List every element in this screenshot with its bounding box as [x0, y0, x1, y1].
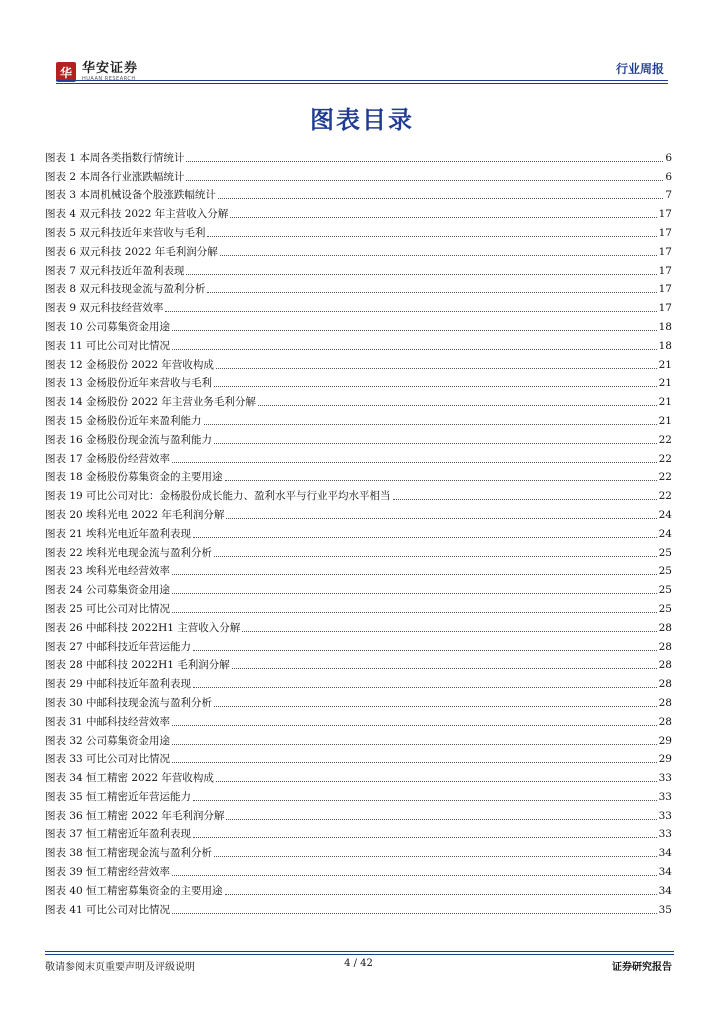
- page-header: [0, 0, 724, 100]
- toc-entry-label[interactable]: 图表 19 可比公司对比：金杨股份成长能力、盈利水平与行业平均水平相当: [45, 490, 391, 503]
- toc-entry-page[interactable]: 17: [658, 264, 672, 277]
- toc-list: [45, 146, 672, 917]
- toc-dot-leader: [214, 705, 657, 707]
- toc-entry-page[interactable]: 7: [665, 189, 672, 202]
- toc-entry[interactable]: [45, 597, 672, 616]
- toc-entry-label[interactable]: 图表 7 双元科技近年盈利表现: [45, 264, 185, 277]
- toc-dot-leader: [204, 423, 657, 425]
- toc-entry[interactable]: [45, 202, 672, 221]
- toc-entry-page[interactable]: 34: [658, 866, 672, 879]
- toc-entry-page[interactable]: 22: [658, 490, 672, 503]
- toc-entry-label[interactable]: 图表 33 可比公司对比情况: [45, 753, 171, 766]
- toc-entry[interactable]: [45, 748, 672, 767]
- toc-entry-page[interactable]: 25: [658, 584, 672, 597]
- toc-entry[interactable]: [45, 898, 672, 917]
- toc-dot-leader: [193, 649, 657, 651]
- toc-entry-label[interactable]: 图表 18 金杨股份募集资金的主要用途: [45, 471, 223, 484]
- toc-entry[interactable]: [45, 221, 672, 240]
- toc-entry-page[interactable]: 21: [658, 377, 672, 390]
- toc-entry[interactable]: [45, 278, 672, 297]
- toc-entry-page[interactable]: 25: [658, 565, 672, 578]
- toc-entry-page[interactable]: 17: [658, 208, 672, 221]
- toc-entry-page[interactable]: 17: [658, 245, 672, 258]
- toc-entry-page[interactable]: 22: [658, 471, 672, 484]
- toc-dot-leader: [172, 592, 657, 594]
- toc-dot-leader: [172, 573, 657, 575]
- toc-entry-label[interactable]: 图表 11 可比公司对比情况: [45, 339, 171, 352]
- toc-entry[interactable]: [45, 578, 672, 597]
- toc-entry-page[interactable]: 29: [658, 734, 672, 747]
- toc-entry[interactable]: [45, 259, 672, 278]
- toc-entry-page[interactable]: 24: [658, 508, 672, 521]
- toc-entry-page[interactable]: 17: [658, 226, 672, 239]
- toc-entry-label[interactable]: 图表 29 中邮科技近年盈利表现: [45, 678, 192, 691]
- toc-entry[interactable]: [45, 240, 672, 259]
- toc-dot-leader: [172, 611, 657, 613]
- toc-dot-leader: [216, 367, 657, 369]
- toc-dot-leader: [225, 893, 657, 895]
- toc-dot-leader: [220, 254, 657, 256]
- toc-entry-page[interactable]: 28: [658, 621, 672, 634]
- toc-dot-leader: [186, 179, 663, 181]
- toc-dot-leader: [193, 686, 657, 688]
- toc-entry[interactable]: [45, 729, 672, 748]
- toc-entry-page[interactable]: 21: [658, 358, 672, 371]
- toc-entry-page[interactable]: 28: [658, 659, 672, 672]
- toc-dot-leader: [193, 799, 657, 801]
- toc-entry[interactable]: [45, 165, 672, 184]
- toc-dot-leader: [225, 479, 657, 481]
- page-footer: [45, 958, 672, 972]
- logo-subtitle: HUAAN RESEARCH: [82, 76, 136, 82]
- header-divider-thin: [56, 83, 668, 84]
- toc-entry-page[interactable]: 35: [658, 903, 672, 916]
- toc-dot-leader: [207, 291, 656, 293]
- toc-entry[interactable]: [45, 654, 672, 673]
- toc-entry[interactable]: [45, 672, 672, 691]
- toc-entry[interactable]: [45, 503, 672, 522]
- toc-entry[interactable]: [45, 428, 672, 447]
- toc-entry-page[interactable]: 21: [658, 396, 672, 409]
- toc-entry[interactable]: [45, 616, 672, 635]
- toc-entry[interactable]: [45, 484, 672, 503]
- toc-entry[interactable]: [45, 334, 672, 353]
- toc-entry-label[interactable]: 图表 34 恒工精密 2022 年营收构成: [45, 772, 214, 785]
- toc-entry-label[interactable]: 图表 1 本周各类指数行情统计: [45, 151, 185, 164]
- toc-dot-leader: [186, 160, 663, 162]
- toc-entry-label[interactable]: 图表 16 金杨股份现金流与盈利能力: [45, 433, 213, 446]
- toc-dot-leader: [216, 780, 657, 782]
- logo-mark-icon: 华: [56, 62, 76, 82]
- toc-entry[interactable]: [45, 879, 672, 898]
- toc-entry[interactable]: [45, 823, 672, 842]
- toc-dot-leader: [193, 536, 657, 538]
- toc-entry[interactable]: [45, 466, 672, 485]
- toc-dot-leader: [230, 216, 656, 218]
- toc-entry-label[interactable]: 图表 14 金杨股份 2022 年主营业务毛利分解: [45, 396, 256, 409]
- toc-entry-label[interactable]: 图表 4 双元科技 2022 年主营收入分解: [45, 208, 229, 221]
- toc-entry-label[interactable]: 图表 32 公司募集资金用途: [45, 734, 171, 747]
- footer-divider-thin: [45, 954, 674, 955]
- toc-entry-label[interactable]: 图表 30 中邮科技现金流与盈利分析: [45, 696, 213, 709]
- toc-entry-label[interactable]: 图表 31 中邮科技经营效率: [45, 715, 171, 728]
- toc-entry-page[interactable]: 25: [658, 602, 672, 615]
- toc-dot-leader: [214, 442, 657, 444]
- toc-title: 图表目录: [310, 106, 414, 134]
- toc-dot-leader: [172, 912, 657, 914]
- toc-entry[interactable]: [45, 785, 672, 804]
- toc-entry-label[interactable]: 图表 24 公司募集资金用途: [45, 584, 171, 597]
- logo-name: 华安证券: [82, 61, 139, 76]
- toc-entry[interactable]: [45, 691, 672, 710]
- toc-entry[interactable]: [45, 635, 672, 654]
- toc-entry-page[interactable]: 18: [658, 320, 672, 333]
- toc-entry[interactable]: [45, 315, 672, 334]
- toc-entry-label[interactable]: 图表 3 本周机械设备个股涨跌幅统计: [45, 189, 216, 202]
- toc-dot-leader: [207, 235, 656, 237]
- toc-entry-page[interactable]: 28: [658, 678, 672, 691]
- toc-entry-page[interactable]: 28: [658, 696, 672, 709]
- report-label: 证券研究报告: [612, 962, 672, 973]
- toc-dot-leader: [172, 724, 657, 726]
- toc-dot-leader: [172, 348, 657, 350]
- toc-entry-label[interactable]: 图表 20 埃科光电 2022 年毛利润分解: [45, 508, 225, 521]
- toc-entry-page[interactable]: 33: [658, 790, 672, 803]
- toc-entry[interactable]: [45, 522, 672, 541]
- toc-entry[interactable]: [45, 184, 672, 203]
- toc-entry[interactable]: [45, 390, 672, 409]
- toc-entry[interactable]: [45, 766, 672, 785]
- toc-entry[interactable]: [45, 447, 672, 466]
- toc-entry[interactable]: [45, 146, 672, 165]
- company-logo: [56, 62, 138, 82]
- toc-entry-page[interactable]: 22: [658, 452, 672, 465]
- toc-entry-label[interactable]: 图表 39 恒工精密经营效率: [45, 866, 171, 879]
- toc-entry-label[interactable]: 图表 38 恒工精密现金流与盈利分析: [45, 847, 213, 860]
- toc-entry-page[interactable]: 17: [658, 302, 672, 315]
- toc-entry-page[interactable]: 18: [658, 339, 672, 352]
- toc-entry[interactable]: [45, 560, 672, 579]
- toc-entry-page[interactable]: 33: [658, 809, 672, 822]
- toc-dot-leader: [186, 273, 656, 275]
- toc-dot-leader: [214, 555, 657, 557]
- toc-dot-leader: [172, 461, 657, 463]
- toc-entry-page[interactable]: 28: [658, 715, 672, 728]
- toc-dot-leader: [165, 310, 656, 312]
- toc-entry-page[interactable]: 6: [665, 151, 672, 164]
- toc-entry-label[interactable]: 图表 40 恒工精密募集资金的主要用途: [45, 884, 223, 897]
- toc-entry-label[interactable]: 图表 25 可比公司对比情况: [45, 602, 171, 615]
- toc-dot-leader: [258, 404, 657, 406]
- toc-entry-page[interactable]: 22: [658, 433, 672, 446]
- toc-entry-label[interactable]: 图表 36 恒工精密 2022 年毛利润分解: [45, 809, 225, 822]
- toc-entry-page[interactable]: 34: [658, 847, 672, 860]
- toc-dot-leader: [393, 498, 657, 500]
- toc-dot-leader: [172, 743, 657, 745]
- toc-entry-label[interactable]: 图表 6 双元科技 2022 年毛利润分解: [45, 245, 218, 258]
- toc-entry-page[interactable]: 21: [658, 414, 672, 427]
- toc-dot-leader: [218, 197, 663, 199]
- toc-entry-page[interactable]: 34: [658, 884, 672, 897]
- toc-entry-label[interactable]: 图表 22 埃科光电现金流与盈利分析: [45, 546, 213, 559]
- page-number: 4 / 42: [344, 958, 373, 969]
- toc-entry-label[interactable]: 图表 5 双元科技近年来营收与毛利: [45, 226, 206, 239]
- disclaimer-note: 敬请参阅末页重要声明及评级说明: [45, 962, 195, 973]
- toc-entry-label[interactable]: 图表 27 中邮科技近年营运能力: [45, 640, 192, 653]
- toc-entry-label[interactable]: 图表 9 双元科技经营效率: [45, 302, 164, 315]
- toc-dot-leader: [226, 818, 656, 820]
- toc-dot-leader: [172, 761, 657, 763]
- toc-entry-label[interactable]: 图表 37 恒工精密近年盈利表现: [45, 828, 192, 841]
- toc-dot-leader: [193, 836, 657, 838]
- toc-entry[interactable]: [45, 860, 672, 879]
- toc-entry[interactable]: [45, 710, 672, 729]
- toc-entry-label[interactable]: 图表 8 双元科技现金流与盈利分析: [45, 283, 206, 296]
- toc-entry-page[interactable]: 24: [658, 527, 672, 540]
- toc-entry[interactable]: [45, 296, 672, 315]
- toc-dot-leader: [172, 874, 657, 876]
- toc-entry-page[interactable]: 6: [665, 170, 672, 183]
- toc-dot-leader: [172, 329, 657, 331]
- toc-entry-label[interactable]: 图表 28 中邮科技 2022H1 毛利润分解: [45, 659, 230, 672]
- toc-dot-leader: [232, 667, 657, 669]
- toc-entry-label[interactable]: 图表 2 本周各行业涨跌幅统计: [45, 170, 185, 183]
- toc-entry-page[interactable]: 28: [658, 640, 672, 653]
- toc-entry-label[interactable]: 图表 12 金杨股份 2022 年营收构成: [45, 358, 214, 371]
- toc-entry-label[interactable]: 图表 23 埃科光电经营效率: [45, 565, 171, 578]
- toc-entry-label[interactable]: 图表 26 中邮科技 2022H1 主营收入分解: [45, 621, 241, 634]
- toc-entry-label[interactable]: 图表 17 金杨股份经营效率: [45, 452, 171, 465]
- toc-dot-leader: [242, 630, 656, 632]
- toc-entry-page[interactable]: 29: [658, 753, 672, 766]
- toc-dot-leader: [214, 385, 657, 387]
- report-type: 行业周报: [615, 62, 664, 76]
- header-divider: [56, 80, 668, 81]
- toc-entry[interactable]: [45, 804, 672, 823]
- toc-entry[interactable]: [45, 841, 672, 860]
- toc-entry[interactable]: [45, 541, 672, 560]
- footer-divider: [45, 951, 674, 952]
- toc-entry-label[interactable]: 图表 21 埃科光电近年盈利表现: [45, 527, 192, 540]
- toc-entry-page[interactable]: 33: [658, 828, 672, 841]
- toc-dot-leader: [214, 855, 657, 857]
- toc-entry-page[interactable]: 25: [658, 546, 672, 559]
- toc-entry[interactable]: [45, 409, 672, 428]
- toc-entry[interactable]: [45, 372, 672, 391]
- toc-entry-page[interactable]: 33: [658, 772, 672, 785]
- toc-entry[interactable]: [45, 353, 672, 372]
- toc-entry-label[interactable]: 图表 10 公司募集资金用途: [45, 320, 171, 333]
- toc-entry-label[interactable]: 图表 41 可比公司对比情况: [45, 903, 171, 916]
- toc-entry-label[interactable]: 图表 13 金杨股份近年来营收与毛利: [45, 377, 213, 390]
- toc-entry-label[interactable]: 图表 35 恒工精密近年营运能力: [45, 790, 192, 803]
- toc-dot-leader: [226, 517, 656, 519]
- toc-entry-label[interactable]: 图表 15 金杨股份近年来盈利能力: [45, 414, 202, 427]
- toc-entry-page[interactable]: 17: [658, 283, 672, 296]
